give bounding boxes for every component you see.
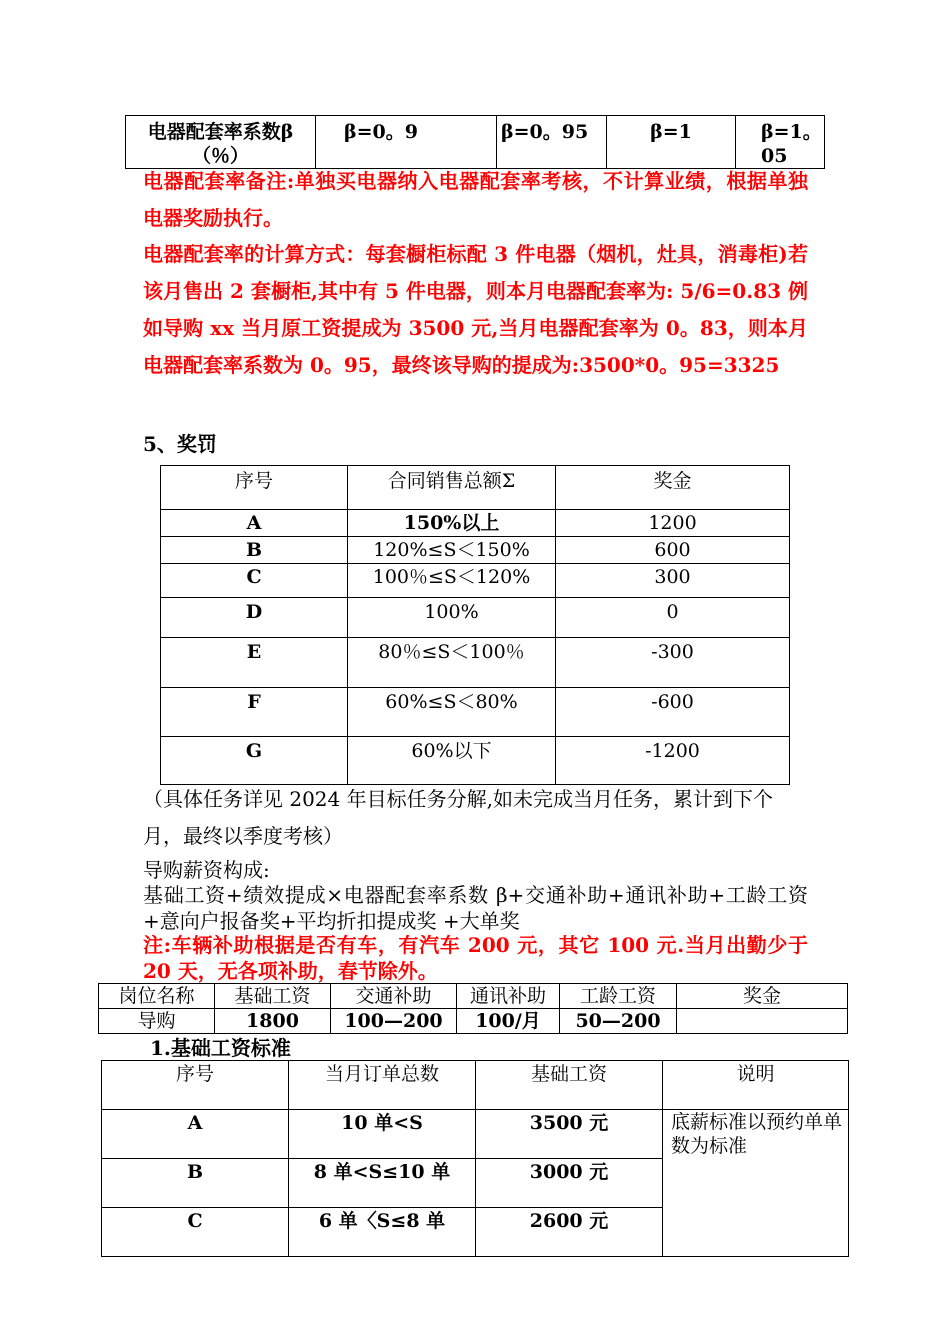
table-cell: 导购 bbox=[99, 1009, 215, 1034]
table-cell: 60%≤S＜80% bbox=[348, 688, 556, 737]
salary-title: 导购薪资构成: bbox=[143, 858, 270, 882]
beta-value-cell: β=1。05 bbox=[736, 116, 825, 169]
table-cell: B bbox=[102, 1159, 289, 1208]
table-cell: 150%以上 bbox=[348, 510, 556, 537]
table-cell: 1200 bbox=[556, 510, 790, 537]
table-cell: 60%以下 bbox=[348, 737, 556, 785]
table-cell: 3000 元 bbox=[476, 1159, 663, 1208]
table-header-cell: 基础工资 bbox=[215, 984, 331, 1009]
salary-formula: 基础工资+绩效提成×电器配套率系数 β+交通补助+通讯补助+工龄工资+意向户报备奖+平均折扣提成奖 +大单奖 bbox=[143, 883, 808, 933]
reward-table bbox=[160, 465, 790, 785]
table-header-cell: 岗位名称 bbox=[99, 984, 215, 1009]
table-cell bbox=[677, 1009, 848, 1034]
table-cell: 1800 bbox=[215, 1009, 331, 1034]
table-cell: 120%≤S＜150% bbox=[348, 537, 556, 564]
table-cell: 100—200 bbox=[331, 1009, 457, 1034]
beta-value-cell: β=0。95 bbox=[497, 116, 607, 169]
table-cell: 8 单<S≤10 单 bbox=[289, 1159, 476, 1208]
table-header-cell: 交通补助 bbox=[331, 984, 457, 1009]
beta-remark-note: 电器配套率备注:单独买电器纳入电器配套率考核，不计算业绩，根据单独电器奖励执行。 bbox=[143, 169, 808, 230]
table-cell: 80％≤S＜100％ bbox=[348, 638, 556, 688]
table-cell: 6 单〈S≤8 单 bbox=[289, 1208, 476, 1257]
table-cell: 10 单<S bbox=[289, 1110, 476, 1159]
beta-coefficient-table bbox=[125, 115, 825, 169]
base-salary-remark: 底薪标准以预约单单数为标准 bbox=[663, 1110, 849, 1257]
table-header-cell: 说明 bbox=[663, 1061, 849, 1110]
table-cell: 3500 元 bbox=[476, 1110, 663, 1159]
table-cell: 600 bbox=[556, 537, 790, 564]
table-cell: C bbox=[102, 1208, 289, 1257]
section-title: 5、奖罚 bbox=[143, 432, 217, 456]
table-cell: -600 bbox=[556, 688, 790, 737]
table-cell: 0 bbox=[556, 598, 790, 638]
table-cell: C bbox=[161, 564, 348, 598]
table-header-cell: 序号 bbox=[102, 1061, 289, 1110]
table-cell: -300 bbox=[556, 638, 790, 688]
table-cell: 100% bbox=[348, 598, 556, 638]
beta-label-cell: 电器配套率系数β（％） bbox=[126, 116, 316, 169]
position-table bbox=[98, 983, 848, 1034]
table-header-cell: 基础工资 bbox=[476, 1061, 663, 1110]
table-cell: F bbox=[161, 688, 348, 737]
table-header-cell: 当月订单总数 bbox=[289, 1061, 476, 1110]
table-cell: D bbox=[161, 598, 348, 638]
table-header-cell: 通讯补助 bbox=[457, 984, 560, 1009]
table-cell: 300 bbox=[556, 564, 790, 598]
beta-value-cell: β=0。9 bbox=[316, 116, 497, 169]
table-header-cell: 奖金 bbox=[556, 466, 790, 510]
reward-note: （具体任务详见 2024 年目标任务分解,如未完成当月任务，累计到下个月，最终以季度考核） bbox=[143, 787, 773, 848]
table-cell: A bbox=[161, 510, 348, 537]
table-header-cell: 序号 bbox=[161, 466, 348, 510]
table-cell: 50—200 bbox=[560, 1009, 677, 1034]
table-cell: E bbox=[161, 638, 348, 688]
table-cell: 100％≤S＜120% bbox=[348, 564, 556, 598]
beta-value-cell: β=1 bbox=[607, 116, 736, 169]
table-cell: G bbox=[161, 737, 348, 785]
base-salary-table bbox=[101, 1060, 849, 1257]
base-salary-title: 1.基础工资标准 bbox=[150, 1036, 291, 1060]
table-header-cell: 合同销售总额Σ bbox=[348, 466, 556, 510]
beta-calculation-note: 电器配套率的计算方式：每套橱柜标配 3 件电器（烟机，灶具，消毒柜)若该月售出 2 套橱柜,其中有 5 件电器，则本月电器配套率为: 5/6=0.83 例如导购 xx 当月原工资提成为 3500 元,当月电器配套率为 0。83，则本月电器配套率系数为 0。95，最终该导购的提成为:3500*0。95=3325 bbox=[143, 242, 808, 377]
salary-note: 注:车辆补助根据是否有车，有汽车 200 元，其它 100 元.当月出勤少于 20 天，无各项补助，春节除外。 bbox=[143, 933, 808, 983]
table-header-cell: 奖金 bbox=[677, 984, 848, 1009]
table-header-cell: 工龄工资 bbox=[560, 984, 677, 1009]
table-cell: A bbox=[102, 1110, 289, 1159]
table-cell: B bbox=[161, 537, 348, 564]
table-cell: -1200 bbox=[556, 737, 790, 785]
table-cell: 2600 元 bbox=[476, 1208, 663, 1257]
table-cell: 100/月 bbox=[457, 1009, 560, 1034]
